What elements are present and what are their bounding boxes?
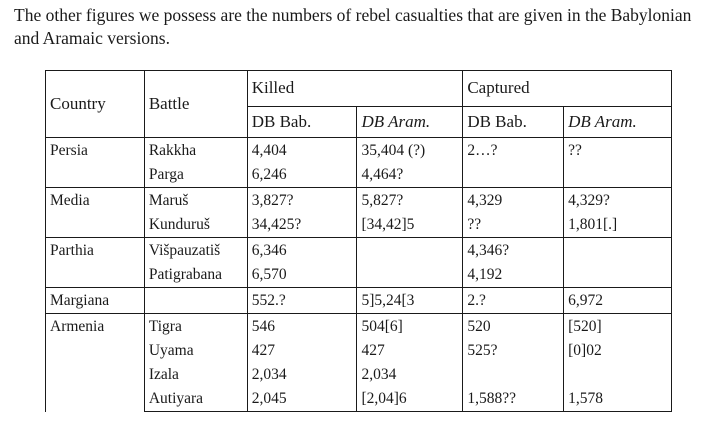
- captured-aram-cell: [564, 163, 672, 188]
- captured-aram-cell: [564, 363, 672, 387]
- header-captured-db-aram-text: DB Aram.: [568, 111, 637, 131]
- captured-aram-cell: [564, 263, 672, 288]
- battle-cell: Rakkha: [144, 138, 247, 164]
- killed-aram-cell: 5,827?: [357, 188, 463, 214]
- battle-cell: Autiyara: [144, 387, 247, 412]
- header-killed-db-aram-text: DB Aram.: [361, 111, 431, 131]
- killed-aram-cell: [2,04]6: [357, 387, 463, 412]
- killed-bab-cell: 552.?: [247, 288, 357, 314]
- killed-bab-cell: 34,425?: [247, 213, 357, 238]
- table-row: [46, 138, 672, 164]
- header-killed-db-aram: [357, 106, 463, 137]
- killed-aram-cell: [34,42]5: [357, 213, 463, 238]
- table-row: [46, 288, 672, 314]
- killed-bab-cell: 6,346: [247, 238, 357, 264]
- captured-bab-cell: 1,588??: [463, 387, 564, 412]
- header-captured-db-aram: [564, 106, 672, 137]
- battle-cell: Izala: [144, 363, 247, 387]
- captured-bab-cell: 4,192: [463, 263, 564, 288]
- battle-cell: Maruš: [144, 188, 247, 214]
- country-cell: Parthia: [46, 238, 145, 288]
- killed-bab-cell: 3,827?: [247, 188, 357, 214]
- battle-cell: Parga: [144, 163, 247, 188]
- table-row: [46, 314, 672, 340]
- header-captured-db-bab: DB Bab.: [463, 106, 564, 137]
- battle-cell: Uyama: [144, 339, 247, 363]
- captured-aram-cell: [0]02: [564, 339, 672, 363]
- group-armenia: [46, 314, 672, 412]
- captured-aram-cell: ??: [564, 138, 672, 164]
- group-margiana: [46, 288, 672, 314]
- captured-bab-cell: 2…?: [463, 138, 564, 164]
- battle-cell: Tigra: [144, 314, 247, 340]
- killed-aram-cell: 4,464?: [357, 163, 463, 188]
- table-row: [46, 238, 672, 264]
- header-country: Country: [46, 71, 145, 138]
- captured-bab-cell: 4,329: [463, 188, 564, 214]
- casualties-table: [45, 70, 672, 412]
- killed-aram-cell: 2,034: [357, 363, 463, 387]
- killed-aram-cell: 504[6]: [357, 314, 463, 340]
- country-cell: Persia: [46, 138, 145, 188]
- table-row: [46, 188, 672, 214]
- battle-cell: Višpauzatiš: [144, 238, 247, 264]
- battle-cell: Kunduruš: [144, 213, 247, 238]
- intro-paragraph: The other figures we possess are the numbers of rebel casualties that are given in the Babylonian and Aramaic versions.: [14, 5, 692, 48]
- killed-bab-cell: 2,045: [247, 387, 357, 412]
- captured-bab-cell: [463, 363, 564, 387]
- killed-bab-cell: 4,404: [247, 138, 357, 164]
- captured-bab-cell: ??: [463, 213, 564, 238]
- captured-aram-cell: [520]: [564, 314, 672, 340]
- header-captured: Captured: [463, 71, 672, 107]
- captured-aram-cell: 6,972: [564, 288, 672, 314]
- header-battle: Battle: [144, 71, 247, 138]
- captured-aram-cell: 1,578: [564, 387, 672, 412]
- header-killed: Killed: [247, 71, 463, 107]
- killed-aram-cell: 427: [357, 339, 463, 363]
- captured-bab-cell: [463, 163, 564, 188]
- captured-bab-cell: 525?: [463, 339, 564, 363]
- country-cell: Media: [46, 188, 145, 238]
- group-parthia: [46, 238, 672, 288]
- killed-aram-cell: 35,404 (?): [357, 138, 463, 164]
- captured-bab-cell: 4,346?: [463, 238, 564, 264]
- killed-bab-cell: 6,570: [247, 263, 357, 288]
- killed-bab-cell: 6,246: [247, 163, 357, 188]
- header-killed-db-bab: DB Bab.: [247, 106, 357, 137]
- captured-bab-cell: 2.?: [463, 288, 564, 314]
- captured-aram-cell: 1,801[.]: [564, 213, 672, 238]
- battle-cell: Patigrabana: [144, 263, 247, 288]
- killed-bab-cell: 427: [247, 339, 357, 363]
- killed-aram-cell: 5]5,24[3: [357, 288, 463, 314]
- killed-aram-cell: [357, 263, 463, 288]
- captured-aram-cell: [564, 238, 672, 264]
- killed-bab-cell: 546: [247, 314, 357, 340]
- group-persia: [46, 138, 672, 188]
- killed-bab-cell: 2,034: [247, 363, 357, 387]
- captured-bab-cell: 520: [463, 314, 564, 340]
- battle-cell: [144, 288, 247, 314]
- captured-aram-cell: 4,329?: [564, 188, 672, 214]
- country-cell: Armenia: [46, 314, 145, 412]
- country-cell: Margiana: [46, 288, 145, 314]
- killed-aram-cell: [357, 238, 463, 264]
- group-media: [46, 188, 672, 238]
